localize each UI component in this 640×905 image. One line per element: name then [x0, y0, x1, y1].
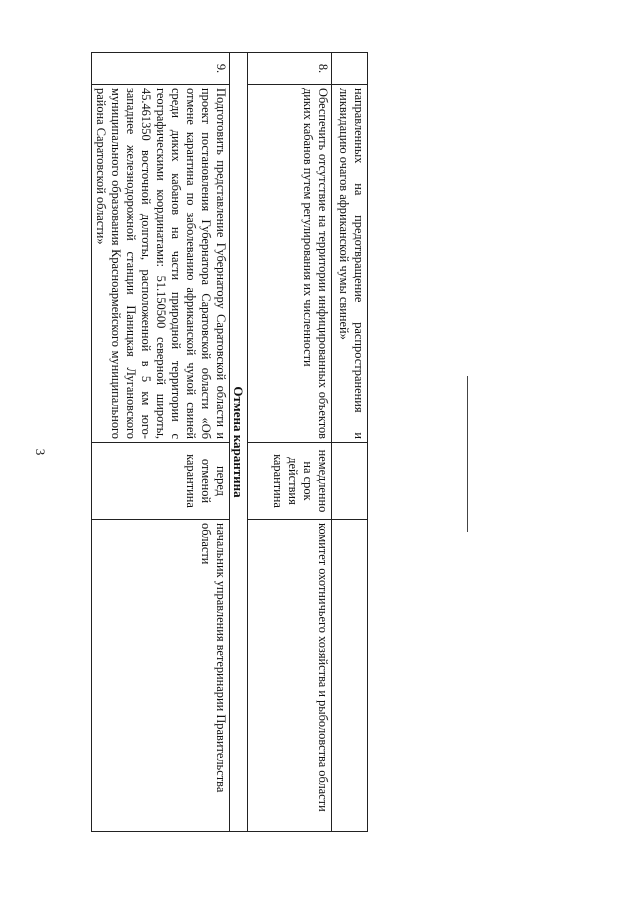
row-number: 9.: [92, 53, 230, 85]
responsible-cell: начальник управления ветеринарии Правительства области: [92, 520, 230, 832]
page-number: 3: [33, 448, 48, 456]
term-cell: немедленно на срок действия карантина: [248, 443, 332, 520]
signature-line: [467, 376, 468, 532]
term-cell: [332, 443, 368, 520]
section-title: Отмена карантина: [230, 53, 248, 832]
table-row: [92, 53, 230, 832]
row-number: 8.: [248, 53, 332, 85]
measures-table: [91, 52, 368, 832]
responsible-cell: [332, 520, 368, 832]
responsible-cell: комитет охотничьего хозяйства и рыболовства области: [248, 520, 332, 832]
term-cell: перед отменой карантина: [92, 443, 230, 520]
section-row: [230, 53, 248, 832]
row-number: [332, 53, 368, 85]
measure-cell: Подготовить представление Губернатору Саратовской области и проект постановления Губернатора Саратовской области «Об отмене карантина по заболеванию африканской чумой свиней среди диких кабанов на части природной территории с географическими координатами: 51.150500 северной широты, 45.461350 восточной долготы, расположенной в 5 км юго-западнее железнодорожной станции Паницкая Лугановского муниципального образования Красноармейского муниципального района Саратовской области»: [92, 85, 230, 443]
measure-cell: Обеспечить отсутствие на территории инфицированных объектов диких кабанов путем регулирования их численности: [248, 85, 332, 443]
table-row: [248, 53, 332, 832]
table-row: [332, 53, 368, 832]
measure-cell: направленных на предотвращение распространения и ликвидацию очагов африканской чумы свиней»: [332, 85, 368, 443]
measures-table-rotated: [96, 52, 368, 831]
